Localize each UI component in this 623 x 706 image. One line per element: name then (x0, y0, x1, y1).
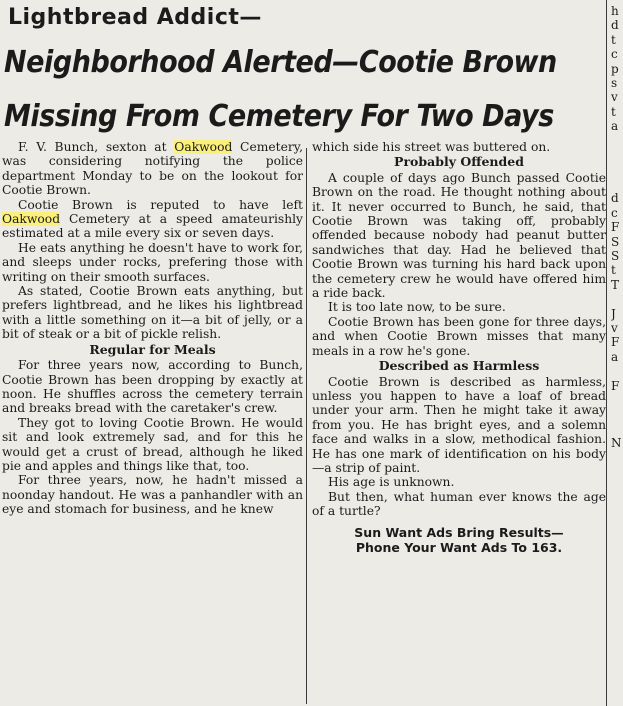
paragraph: He eats anything he doesn't have to work for, and sleeps under rocks, prefering those with writing on their smooth surfaces. (2, 240, 303, 284)
edge-fragment: J (611, 306, 616, 321)
headline-line-2: Missing From Cemetery For Two Days (4, 99, 554, 134)
edge-fragment (611, 364, 623, 378)
edge-fragment: c (611, 47, 618, 62)
want-ads-line-2: Phone Your Want Ads To 163. (355, 539, 563, 555)
edge-fragment: d (611, 18, 619, 33)
edge-fragment (611, 162, 623, 176)
article-column-right (312, 140, 606, 704)
subheading: Probably Offended (394, 154, 524, 170)
search-highlight: Oakwood (2, 212, 61, 227)
paragraph: F. V. Bunch, sexton at Oakwood Cemetery, was considering notifying the police department Monday to be on the lookout for Cootie Brown. (2, 140, 303, 198)
headline-line-1: Neighborhood Alerted—Cootie Brown (4, 45, 557, 80)
search-highlight: Oakwood (174, 140, 233, 154)
edge-fragment (611, 134, 623, 148)
paragraph: But then, what human ever knows the age of a turtle? (312, 489, 606, 519)
edge-fragment: v (611, 320, 618, 335)
page-edge-divider (606, 0, 607, 706)
edge-fragment: t (611, 104, 616, 119)
edge-fragment: T (611, 277, 620, 292)
edge-fragment: F (611, 335, 620, 350)
edge-fragment: h (611, 4, 619, 18)
edge-fragment: t (611, 32, 616, 47)
kicker-heading: Lightbread Addict— (8, 5, 262, 30)
adjacent-column-fragment (611, 4, 623, 564)
edge-fragment: s (611, 76, 618, 91)
want-ads-line-1: Sun Want Ads Bring Results— (354, 524, 564, 540)
edge-fragment (611, 393, 623, 407)
paragraph: It is too late now, to be sure. (328, 300, 506, 315)
paragraph: As stated, Cootie Brown eats anything, but prefers lightbread, and he likes his lightbread with a little something on it—a bit of jelly, or a bit of steak or a bit of pickle relish. (2, 284, 303, 342)
column-divider (306, 148, 307, 704)
subheading: Described as Harmless (378, 358, 540, 374)
edge-fragment: a (611, 349, 619, 364)
edge-fragment: N (611, 436, 622, 451)
paragraph: Cootie Brown is described as harmless, unless you happen to have a loaf of bread under your arm. Then he might take it away from you. He has bright eyes, and a solemn face and walks in a slow, methodical fashion. He has one mark of identification on his body—a strip of paint. (312, 374, 606, 475)
paragraph: For three years, now, he hadn't missed a noonday handout. He was a panhandler with an eye and stomach for business, and he knew (2, 473, 303, 517)
edge-fragment: p (611, 61, 619, 76)
paragraph: For three years now, according to Bunch, Cootie Brown has been dropping by exactly at noon. He shuffles across the cemetery terrain and breaks bread with the caretaker's crew. (2, 358, 303, 416)
edge-fragment: t (611, 263, 616, 278)
edge-fragment: F (611, 220, 620, 235)
edge-fragment: a (611, 119, 619, 134)
paragraph: Cootie Brown has been gone for three days, and when Cootie Brown misses that many meals in a row he's gone. (312, 314, 606, 358)
edge-fragment: F (611, 378, 620, 393)
paragraph: which side his street was buttered on. (312, 140, 551, 154)
article-column-left (2, 140, 303, 704)
edge-fragment (611, 422, 623, 436)
edge-fragment: c (611, 205, 618, 220)
edge-fragment: d (611, 191, 619, 206)
edge-fragment (611, 177, 623, 191)
edge-fragment: S (611, 248, 620, 263)
edge-fragment (611, 292, 623, 306)
edge-fragment (611, 148, 623, 162)
paragraph: A couple of days ago Bunch passed Cootie Brown on the road. He thought nothing about it. It never occurred to Bunch, he said, that Cootie Brown was taking off, probably offended because nobody had peanut butter sandwiches that day. Had he believed that Cootie Brown was turning his hard back upon the cemetery crew he would have offered him a ride back. (312, 170, 606, 301)
edge-fragment (611, 407, 623, 421)
edge-fragment: S (611, 234, 620, 249)
paragraph: They got to loving Cootie Brown. He would sit and look extremely sad, and for this he would get a crust of bread, although he liked pie and apples and things like that, too. (2, 415, 303, 473)
subheading: Regular for Meals (89, 341, 216, 357)
edge-fragment: v (611, 90, 618, 105)
paragraph: Cootie Brown is reputed to have left Oakwood Cemetery at a speed amateurishly estimated at a mile every six or seven days. (2, 197, 303, 241)
paragraph: His age is unknown. (328, 475, 455, 490)
